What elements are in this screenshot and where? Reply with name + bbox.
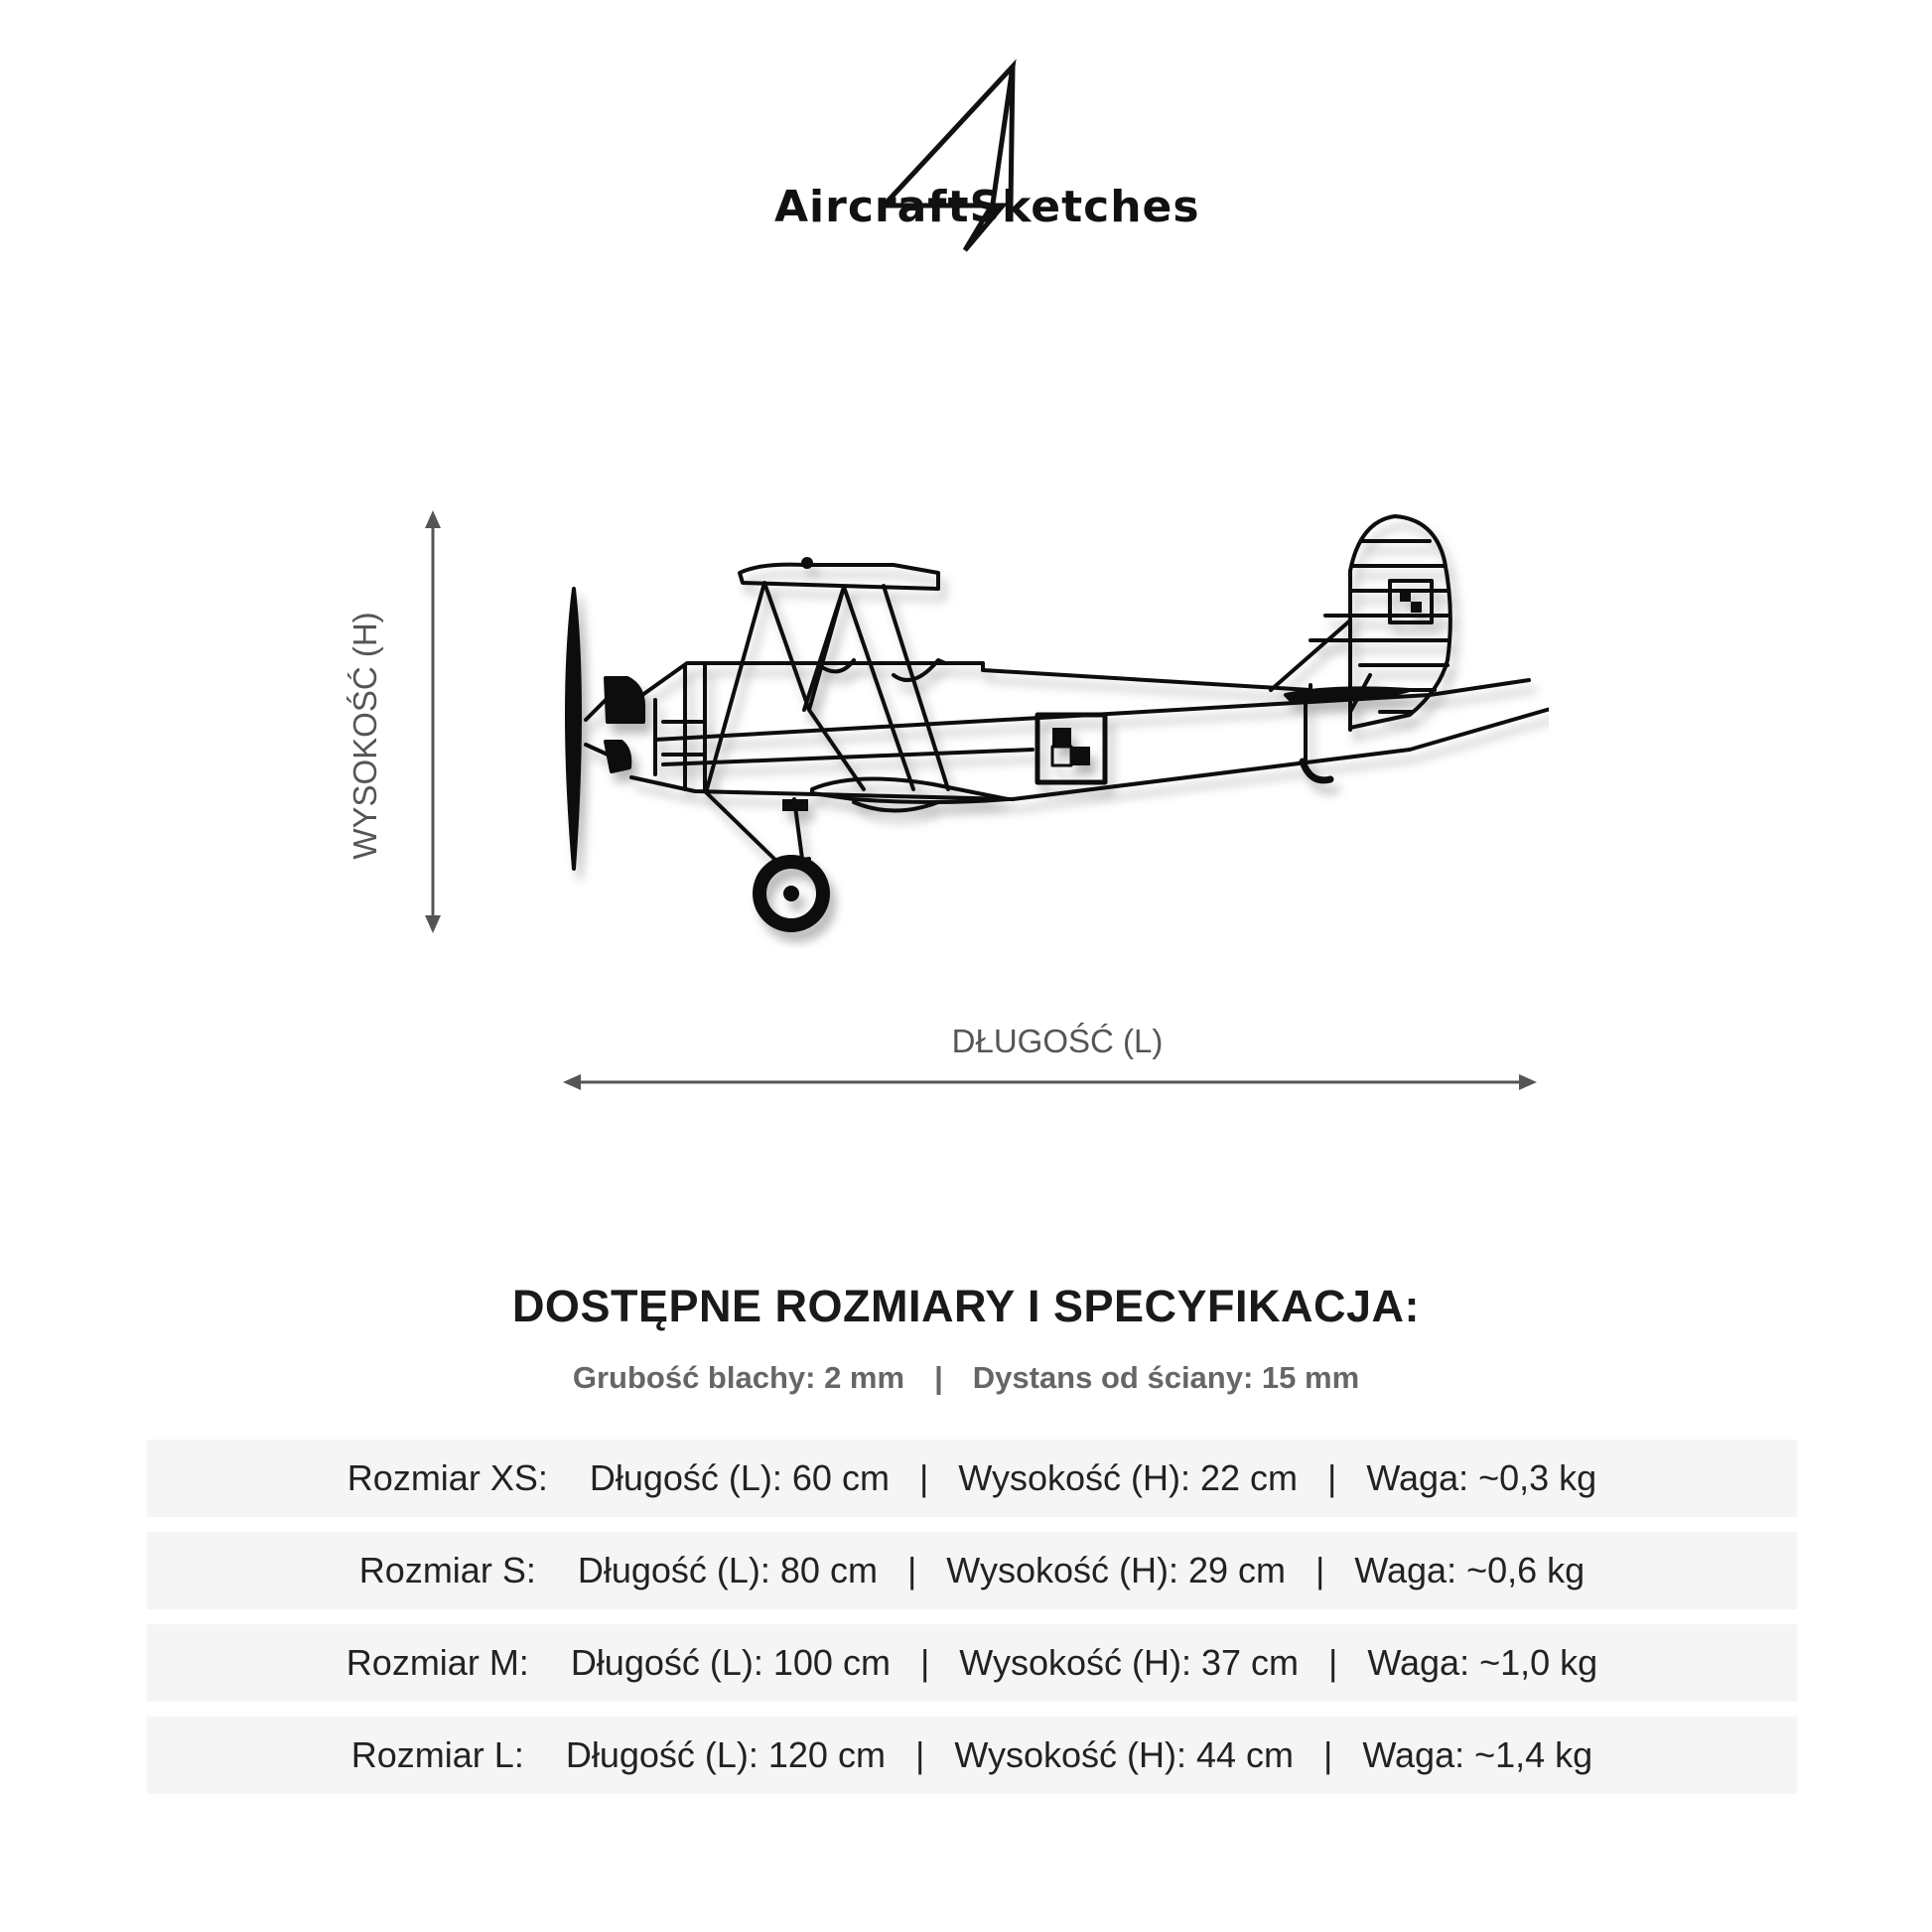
size-height: Wysokość (H): 22 cm: [958, 1457, 1299, 1498]
size-row-s: [147, 1532, 1797, 1609]
size-name: Rozmiar L:: [350, 1734, 524, 1775]
size-row-l: [147, 1717, 1797, 1794]
size-row-xs: [147, 1440, 1797, 1517]
size-height: Wysokość (H): 37 cm: [959, 1642, 1300, 1683]
size-height: Wysokość (H): 44 cm: [954, 1734, 1295, 1775]
separator: |: [914, 1734, 925, 1775]
length-dimension-arrow: [561, 1067, 1539, 1097]
sheet-thickness: Grubość blachy: 2 mm: [572, 1360, 905, 1395]
separator: |: [918, 1457, 929, 1498]
size-length: Długość (L): 100 cm: [570, 1642, 891, 1683]
specs-subtitle: [0, 1360, 1932, 1396]
size-name: Rozmiar XS:: [346, 1457, 548, 1498]
size-weight: Waga: ~1,0 kg: [1367, 1642, 1598, 1683]
logo-text: AircraftSketches: [774, 182, 1200, 232]
brand-logo: [755, 55, 1200, 263]
size-length: Długość (L): 60 cm: [589, 1457, 890, 1498]
size-weight: Waga: ~0,6 kg: [1354, 1550, 1586, 1590]
specs-title: DOSTĘPNE ROZMIARY I SPECYFIKACJA:: [511, 1281, 1421, 1331]
separator: |: [919, 1642, 930, 1683]
size-length: Długość (L): 120 cm: [565, 1734, 886, 1775]
biplane-silhouette-icon: [556, 501, 1549, 948]
size-name: Rozmiar M:: [345, 1642, 529, 1683]
separator: |: [934, 1360, 943, 1395]
length-label: DŁUGOŚĆ (L): [951, 1023, 1164, 1059]
size-name: Rozmiar S:: [358, 1550, 536, 1590]
separator: |: [1323, 1734, 1333, 1775]
size-weight: Waga: ~1,4 kg: [1362, 1734, 1593, 1775]
size-table: [147, 1440, 1797, 1809]
size-weight: Waga: ~0,3 kg: [1366, 1457, 1597, 1498]
height-dimension-arrow: [417, 508, 457, 935]
separator: |: [1327, 1457, 1337, 1498]
size-height: Wysokość (H): 29 cm: [946, 1550, 1287, 1590]
separator: |: [1328, 1642, 1338, 1683]
wall-distance: Dystans od ściany: 15 mm: [972, 1360, 1360, 1395]
size-length: Długość (L): 80 cm: [577, 1550, 878, 1590]
separator: |: [1315, 1550, 1325, 1590]
size-row-m: [147, 1624, 1797, 1702]
height-label: WYSOKOŚĆ (H): [346, 612, 383, 860]
separator: |: [906, 1550, 917, 1590]
